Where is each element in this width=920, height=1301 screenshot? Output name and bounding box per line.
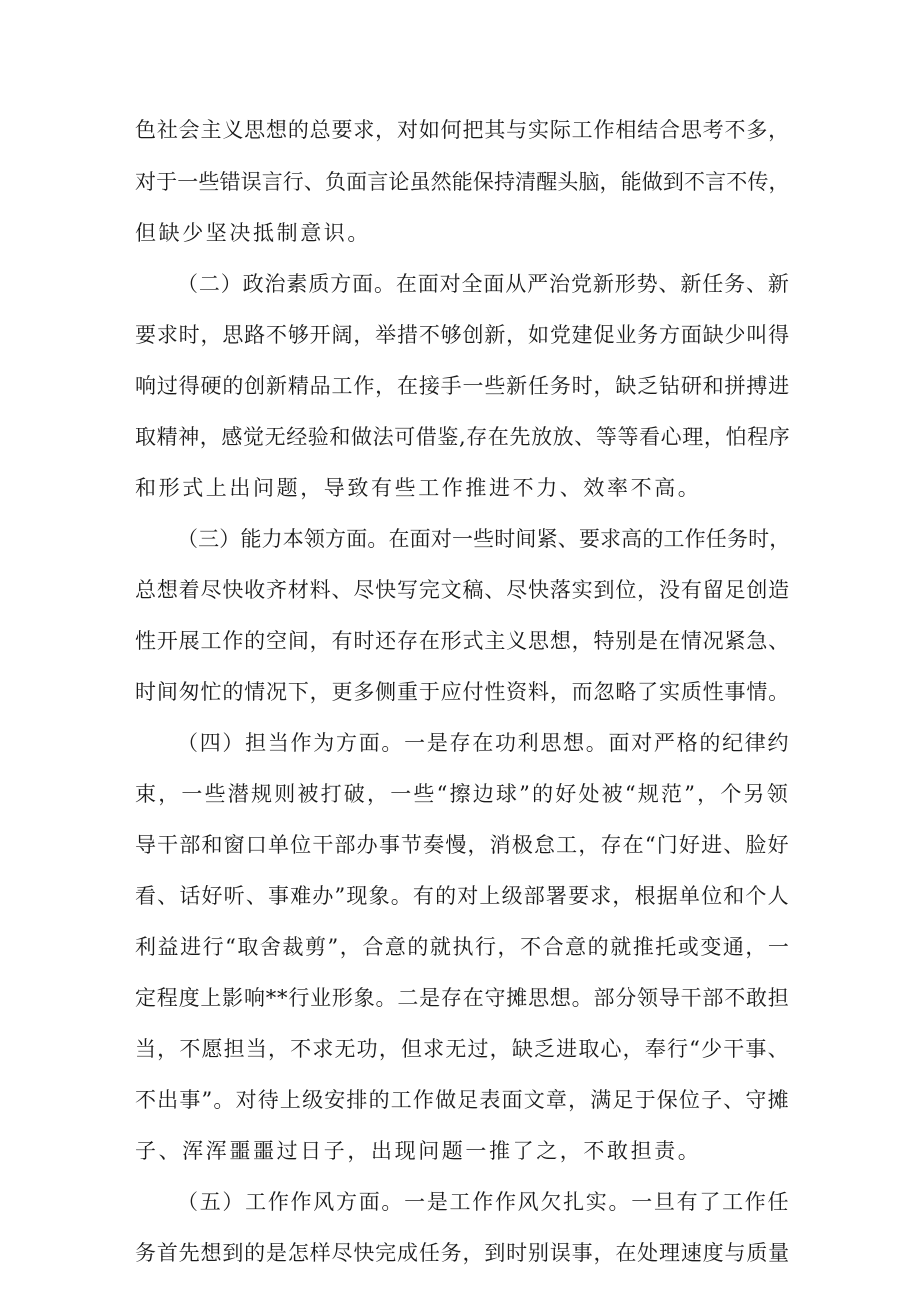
paragraph-first-line: （三）能力本领方面。在面对一些时间紧、要求高的工作任务时，: [177, 527, 791, 551]
text-line: 时间匆忙的情况下，更多侧重于应付性资料，而忽略了实质性事情。: [135, 680, 790, 704]
text-line: 不出事”。对待上级安排的工作做足表面文章，满足于保位子、守摊: [135, 1088, 790, 1112]
text-line: 子、浑浑噩噩过日子，出现问题一推了之，不敢担责。: [135, 1139, 702, 1163]
text-line: 取精神，感觉无经验和做法可借鉴,存在先放放、等等看心理，怕程序: [135, 425, 791, 449]
text-line: 导干部和窗口单位干部办事节奏慢，消极怠工，存在“门好进、脸好: [135, 833, 790, 857]
text-line: 总想着尽快收齐材料、尽快写完文稿、尽快落实到位，没有留足创造: [135, 578, 790, 602]
text-line: 要求时，思路不够开阔，举措不够创新，如党建促业务方面缺少叫得: [135, 323, 790, 347]
text-line: 色社会主义思想的总要求，对如何把其与实际工作相结合思考不多，: [135, 118, 790, 142]
paragraph-first-line: （四）担当作为方面。一是存在功利思想。面对严格的纪律约: [177, 731, 791, 755]
text-line: 对于一些错误言行、负面言论虽然能保持清醒头脑，能做到不言不传，: [135, 170, 790, 194]
text-line: 务首先想到的是怎样尽快完成任务，到时别误事，在处理速度与质量: [135, 1241, 790, 1265]
text-line: 利益进行“取舍裁剪”，合意的就执行，不合意的就推托或变通，一: [135, 935, 791, 959]
text-line: 性开展工作的空间，有时还存在形式主义思想，特别是在情况紧急、: [135, 629, 790, 653]
text-line: 当，不愿担当，不求无功，但求无过，缺乏进取心，奉行“少干事、: [135, 1037, 790, 1061]
text-line: 响过得硬的创新精品工作，在接手一些新任务时，缺乏钻研和拼搏进: [135, 374, 790, 398]
text-line: 束，一些潜规则被打破，一些“擦边球”的好处被“规范”，个另领: [135, 782, 790, 806]
text-line: 看、话好听、事难办”现象。有的对上级部署要求，根据单位和个人: [135, 884, 790, 908]
paragraph-first-line: （二）政治素质方面。在面对全面从严治党新形势、新任务、新: [177, 272, 790, 296]
text-line: 定程度上影响**行业形象。二是存在守摊思想。部分领导干部不敢担: [135, 986, 790, 1010]
text-line: 但缺少坚决抵制意识。: [135, 221, 371, 245]
paragraph-first-line: （五）工作作风方面。一是工作作风欠扎实。一旦有了工作任: [177, 1190, 791, 1214]
text-line: 和形式上出问题，导致有些工作推进不力、效率不高。: [135, 476, 702, 500]
